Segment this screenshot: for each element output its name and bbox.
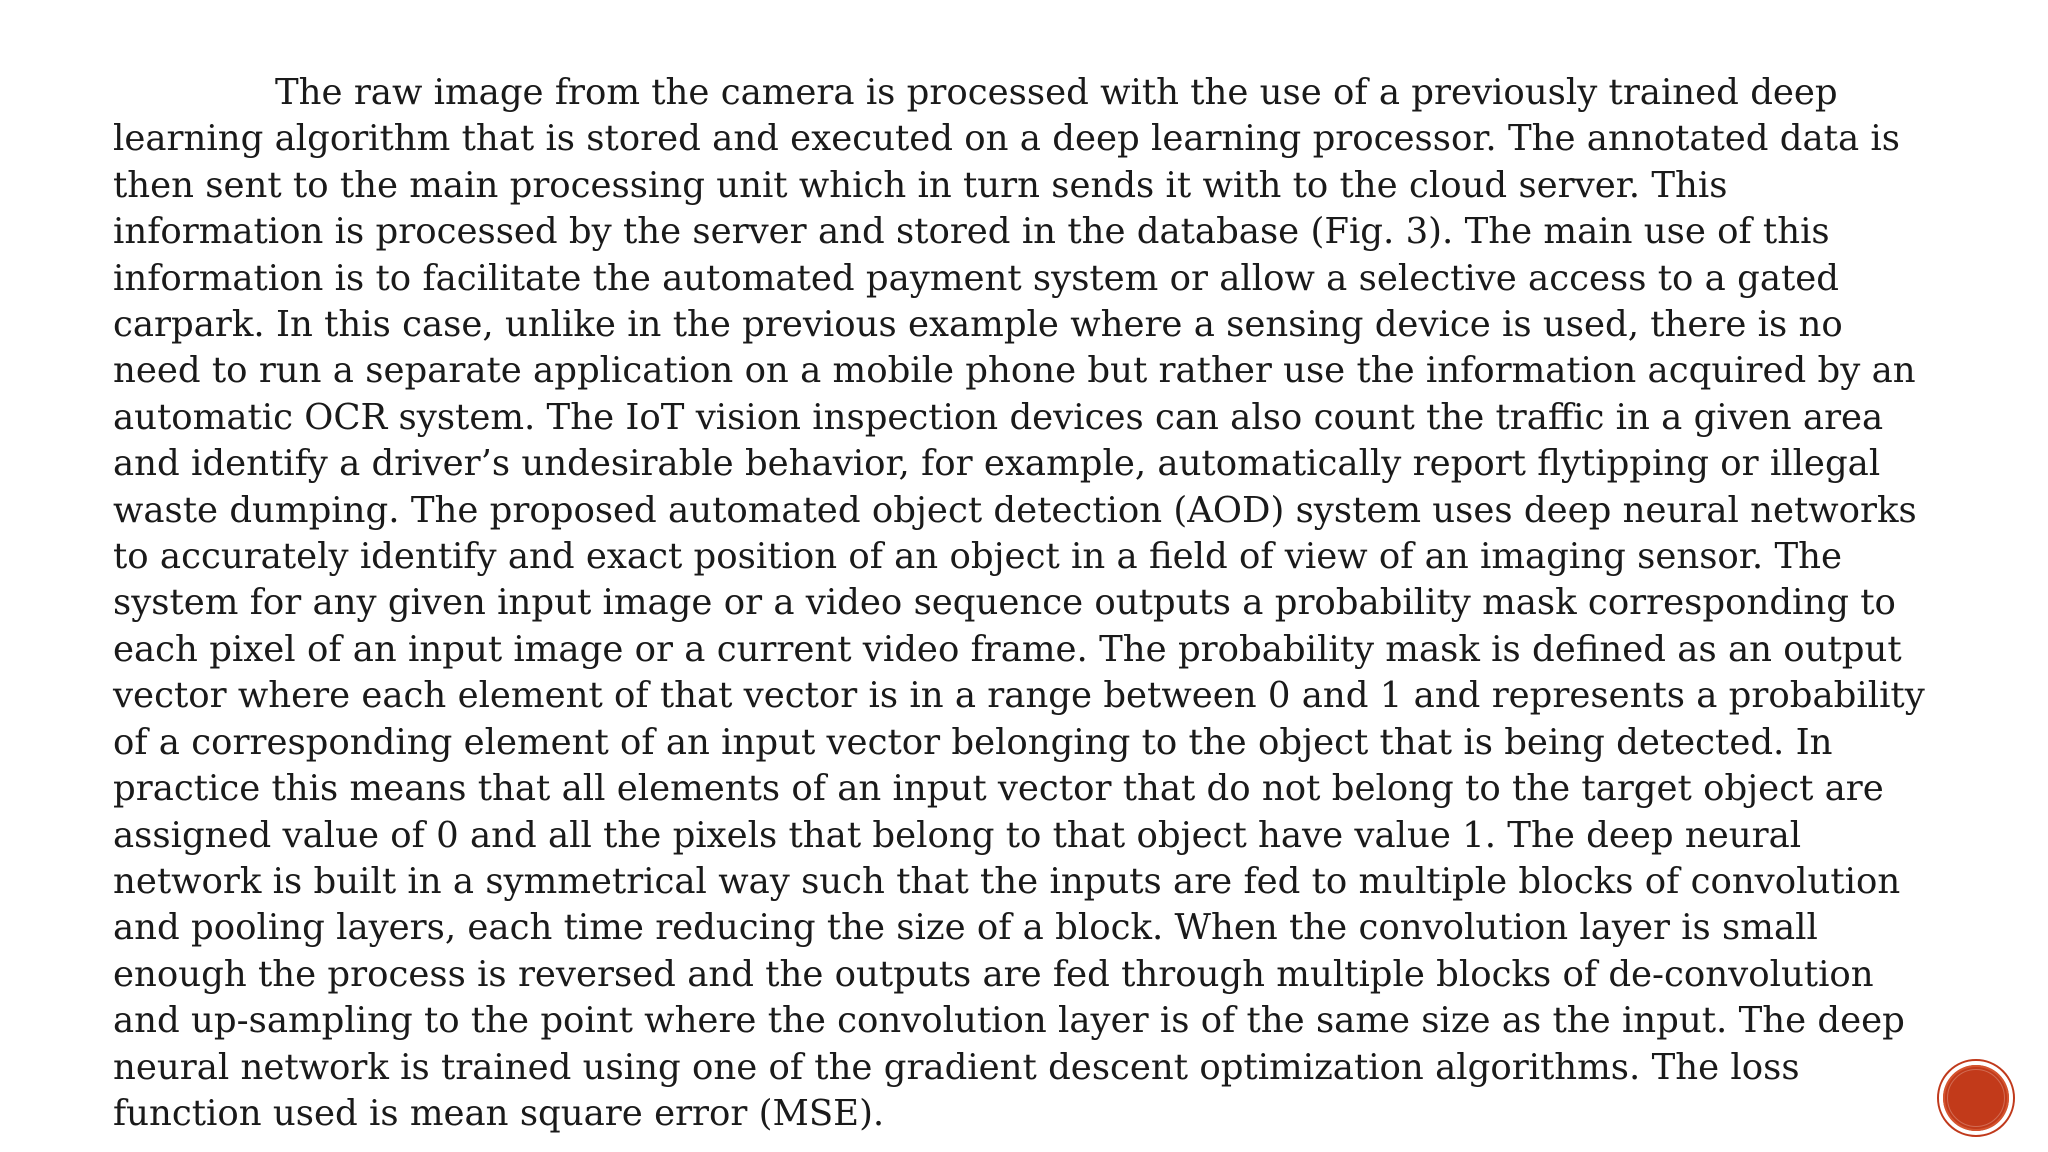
paragraph-line: assigned value of 0 and all the pixels that belong to that object have value 1. The deep neural xyxy=(113,814,1802,856)
paragraph-line: and pooling layers, each time reducing the size of a block. When the convolution layer is small xyxy=(113,907,1818,949)
body-paragraph xyxy=(113,70,1925,1137)
paragraph-line: carpark. In this case, unlike in the previous example where a sensing device is used, there is no xyxy=(113,304,1843,346)
paragraph-line: information is processed by the server and stored in the database (Fig. 3). The main use of this xyxy=(113,211,1830,253)
paragraph-line: information is to facilitate the automated payment system or allow a selective access to a gated xyxy=(113,257,1839,299)
paragraph-line: learning algorithm that is stored and executed on a deep learning processor. The annotated data is xyxy=(113,118,1900,160)
paragraph-line: practice this means that all elements of an input vector that do not belong to the target object are xyxy=(113,768,1884,810)
circle-badge-ring xyxy=(1947,1069,2005,1127)
paragraph-line: The raw image from the camera is processed with the use of a previously trained deep xyxy=(275,72,1838,113)
paragraph-line: of a corresponding element of an input vector belonging to the object that is being detected. In xyxy=(113,721,1833,763)
paragraph-line: neural network is trained using one of the gradient descent optimization algorithms. The loss xyxy=(113,1046,1800,1088)
paragraph-line: enough the process is reversed and the outputs are fed through multiple blocks of de-convolution xyxy=(113,953,1874,995)
paragraph-line: and identify a driver’s undesirable behavior, for example, automatically report flytipping or illegal xyxy=(113,443,1881,485)
circle-badge-icon[interactable] xyxy=(1937,1059,2015,1137)
paragraph-line: need to run a separate application on a mobile phone but rather use the information acquired by an xyxy=(113,350,1916,392)
paragraph-line: vector where each element of that vector is in a range between 0 and 1 and represents a probability xyxy=(113,675,1925,717)
paragraph-line: each pixel of an input image or a current video frame. The probability mask is defined as an output xyxy=(113,628,1902,670)
paragraph-line: then sent to the main processing unit which in turn sends it with to the cloud server. This xyxy=(113,164,1728,206)
paragraph-line: waste dumping. The proposed automated object detection (AOD) system uses deep neural networks xyxy=(113,489,1917,531)
paragraph-line: automatic OCR system. The IoT vision inspection devices can also count the traffic in a given area xyxy=(113,396,1884,438)
paragraph-line: function used is mean square error (MSE). xyxy=(113,1092,885,1134)
paragraph-line: and up-sampling to the point where the convolution layer is of the same size as the input. The deep xyxy=(113,1000,1905,1042)
paragraph-line: system for any given input image or a video sequence outputs a probability mask corresponding to xyxy=(113,582,1896,624)
paragraph-line: network is built in a symmetrical way such that the inputs are fed to multiple blocks of convolution xyxy=(113,860,1901,902)
paragraph-line: to accurately identify and exact position of an object in a field of view of an imaging sensor. The xyxy=(113,536,1842,578)
